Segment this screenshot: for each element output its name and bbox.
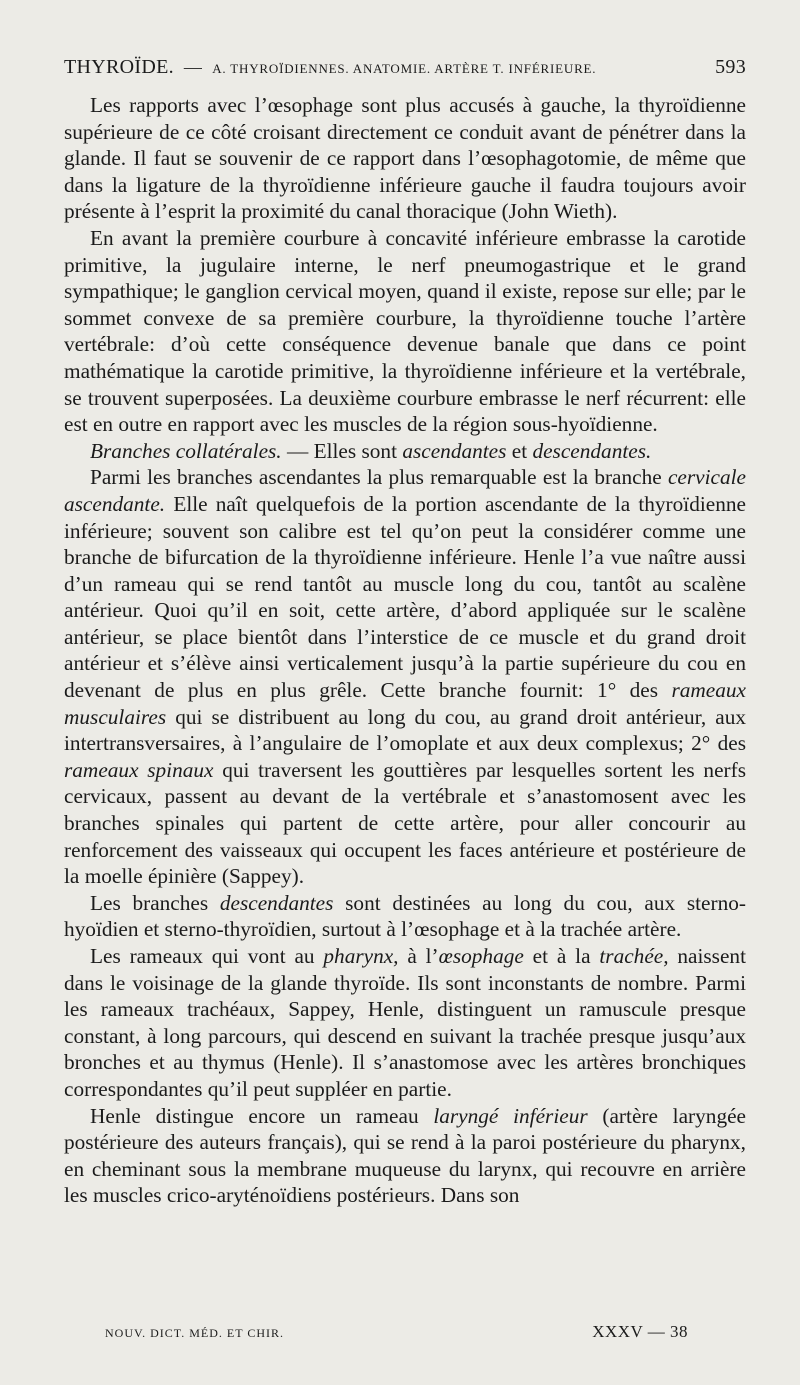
paragraph [64, 438, 746, 465]
italic-text: descendantes [219, 890, 334, 915]
text-run: naissent dans le voisinage de la glande thyroïde. Ils sont inconstants de nombre. Parmi les rameaux trachéaux, Sappey, Henle, distinguent un ramuscule presque constant, à long parcours, qui descend en suivant la trachée presque jusqu’aux bronches et au thymus (Henle). Il s’anastomose avec les artères bronchiques correspondantes qu’il peut suppléer en partie. [64, 944, 746, 1101]
footer-volume-sheet: XXXV — 38 [592, 1322, 688, 1341]
text-run: Elle naît quelquefois de la portion ascendante de la thyroïdienne inférieure; souvent son calibre est tel qu’on peut la considérer comme une branche de bifurcation de la thyroïdienne inférieure. Henle l’a vue naître aussi d’un rameau qui se rend tantôt au muscle long du cou, tantôt au scalène antérieur. Quoi qu’il en soit, cette artère, d’abord appliquée sur le scalène antérieur, se place bientôt dans l’interstice de ce muscle et du grand droit antérieur et s’élève ainsi verticalement jusqu’à la partie supérieure du cou en devenant de plus en plus grêle. Cette branche fournit: 1° des [64, 491, 746, 703]
text-run: Les rameaux qui vont au [90, 944, 324, 968]
paragraph [64, 943, 746, 1103]
text-run: à l’ [398, 944, 439, 968]
running-header-subtitle: A. THYROÏDIENNES. ANATOMIE. ARTÈRE T. INFÉRIEURE. [212, 61, 597, 76]
running-header [64, 56, 746, 90]
italic-text: pharynx, [323, 944, 399, 968]
text-run: Les branches [90, 890, 220, 915]
paragraph [64, 890, 746, 943]
italic-text: Branches collatérales. [90, 438, 282, 463]
italic-text: trachée, [599, 944, 669, 968]
text-run: qui traversent les gouttières par lesquelles sortent les nerfs cervicaux, passent au devant de la vertébrale et s’anastomosent avec les branches spinales qui partent de cette artère, pour aller concourir au renforcement des vaisseaux qui occupent les faces antérieure et postérieure de la moelle épinière (Sappey). [64, 757, 747, 889]
text-run: sont destinées au long du cou, aux sterno-hyoïdien et sterno-thyroïdien, surtout à l’œsophage et à la trachée artère. [64, 890, 746, 942]
italic-text: œsophage [438, 944, 524, 968]
text-run: et à la [523, 944, 600, 968]
page-number: 593 [715, 56, 746, 78]
italic-text: rameaux spinaux [64, 757, 214, 782]
italic-text: ascendantes [402, 438, 507, 463]
text-run: Henle distingue encore un rameau [90, 1103, 434, 1128]
paragraph [64, 464, 746, 890]
footer-signature: NOUV. DICT. MÉD. ET CHIR. [105, 1326, 285, 1340]
italic-text: laryngé inférieur [433, 1103, 588, 1128]
body-text [64, 92, 746, 1209]
text-run: En avant la première courbure à concavité inférieure embrasse la carotide primitive, la jugulaire interne, le nerf pneumogastrique et le grand sympathique; le ganglion cervical moyen, quand il existe, repose sur elle; par le sommet convexe de sa première courbure, la thyroïdienne touche l’artère vertébrale: d’où cette conséquence devenue banale que dans ce point mathématique la carotide primitive, la thyroïdienne inférieure et la vertébrale, se trouvent superposées. La deuxième courbure embrasse le nerf récurrent: elle est en outre en rapport avec les muscles de la région sous-hyoïdienne. [64, 225, 746, 437]
text-run: Les rapports avec l’œsophage sont plus accusés à gauche, la thyroïdienne supérieure de ce côté croisant directement ce conduit avant de pénétrer dans la glande. Il faut se souvenir de ce rapport dans l’œsophagotomie, de même que dans la ligature de la thyroïdienne inférieure gauche il faudra toujours avoir présente à l’esprit la proximité du canal thoracique (John Wieth). [64, 93, 746, 224]
running-header-title: THYROÏDE. [64, 56, 174, 78]
text-run: (artère laryngée postérieure des auteurs français), qui se rend à la paroi postérieure du pharynx, en cheminant sous la membrane muqueuse du larynx, qui recouvre en arrière les muscles crico-aryténoïdiens postérieurs. Dans son [64, 1103, 746, 1208]
paragraph [64, 225, 746, 438]
italic-text: descendantes. [532, 438, 652, 463]
paragraph [64, 92, 746, 225]
running-header-left [64, 56, 596, 79]
running-header-separator: — [183, 57, 203, 77]
page-footer [105, 1322, 688, 1342]
text-run: qui se distribuent au long du cou, au grand droit antérieur, aux intertransversaires, à l’angulaire de l’omoplate et aux deux complexus; 2° des [64, 704, 746, 756]
text-run: — Elles sont [281, 438, 403, 463]
text-run: et [506, 438, 533, 463]
text-run: Parmi les branches ascendantes la plus remarquable est la branche [90, 465, 668, 490]
italic-text: rameaux musculaires [64, 678, 746, 729]
paragraph [64, 1103, 746, 1209]
italic-text: cervicale ascendante. [64, 465, 746, 516]
